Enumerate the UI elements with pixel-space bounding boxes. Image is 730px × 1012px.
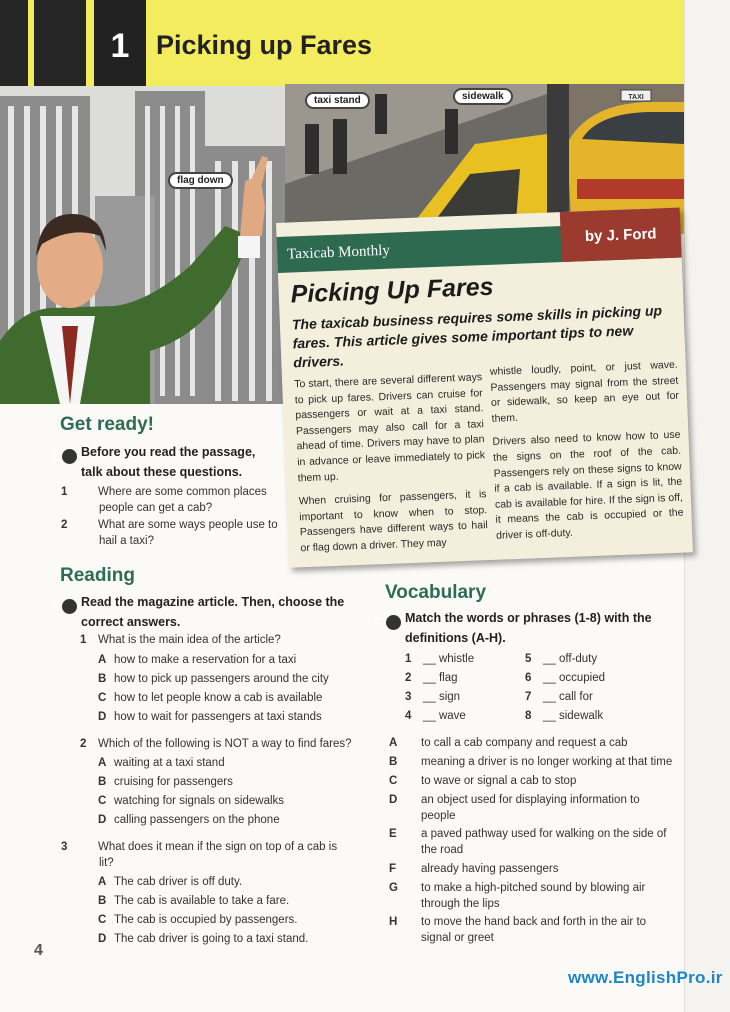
article-column-2 xyxy=(490,358,685,553)
exercise-number: 3 xyxy=(386,615,401,630)
article-paragraph: To start, there are several different ways to pick up fares. Drivers can cruise for passengers or wait at a taxi stand. Passengers may also call for a taxi ahead of time. Drivers may have to plan in advance or leave immediately to pick them up. xyxy=(293,371,486,484)
answer-option[interactable]: D how to wait for passengers at taxi stands xyxy=(98,711,322,723)
answer-option[interactable]: D The cab driver is going to a taxi stand. xyxy=(98,933,309,945)
definition-item: G to make a high-pitched sound by blowing air through the lips xyxy=(389,882,646,910)
definition-item: C to wave or signal a cab to stop xyxy=(389,775,577,787)
answer-option[interactable]: D calling passengers on the phone xyxy=(98,814,280,826)
unit-number: 1 xyxy=(94,0,146,100)
vocab-word[interactable]: 2 __ flag xyxy=(405,672,458,684)
article-subtitle: The taxicab business requires some skills in picking up fares. This article gives some important tips to new drivers. xyxy=(291,302,663,371)
reading-heading: Reading xyxy=(60,565,135,586)
answer-option[interactable]: B The cab is available to take a fare. xyxy=(98,895,290,907)
question-item: 1 Where are some common places people can get a cab? xyxy=(61,486,267,514)
definition-item: F already having passengers xyxy=(389,863,559,875)
answer-option[interactable]: C The cab is occupied by passengers. xyxy=(98,914,298,926)
answer-option[interactable]: A The cab driver is off duty. xyxy=(98,876,243,888)
vocabulary-instruction: 3 Match the words or phrases (1-8) with the definitions (A-H). xyxy=(374,611,652,645)
sidewalk-label: sidewalk xyxy=(453,88,513,105)
magazine-article xyxy=(276,207,693,572)
article-byline: by J. Ford xyxy=(560,207,682,262)
question-item: 2 What are some ways people use to hail a taxi? xyxy=(61,519,278,547)
vocab-word[interactable]: 4 __ wave xyxy=(405,710,466,722)
exercise-number: 2 xyxy=(62,599,77,614)
header-tab xyxy=(34,0,86,100)
answer-option[interactable]: B cruising for passengers xyxy=(98,776,233,788)
article-column-1 xyxy=(294,370,489,565)
question-item: 2 Which of the following is NOT a way to find fares? xyxy=(80,738,352,750)
taxi-stand-label: taxi stand xyxy=(305,92,370,109)
unit-title: Picking up Fares xyxy=(156,30,373,60)
definition-item: A to call a cab company and request a cab xyxy=(389,737,628,749)
vocab-word[interactable]: 1 __ whistle xyxy=(405,653,475,665)
question-item: 1 What is the main idea of the article? xyxy=(80,634,281,646)
answer-option[interactable]: A waiting at a taxi stand xyxy=(98,757,225,769)
get-ready-instruction: 1 Before you read the passage, talk about these questions. xyxy=(50,445,256,479)
header-tab xyxy=(0,0,28,100)
page-number: 4 xyxy=(34,942,43,959)
question-item: 3 What does it mean if the sign on top of a cab is lit? xyxy=(61,841,338,869)
vocab-word[interactable]: 7 __ call for xyxy=(525,691,593,703)
definition-item: B meaning a driver is no longer working at that time xyxy=(389,756,673,768)
vocabulary-heading: Vocabulary xyxy=(385,582,487,603)
site-watermark: www.EnglishPro.ir xyxy=(568,968,723,987)
definition-item: E a paved pathway used for walking on the side of the road xyxy=(389,828,667,856)
article-title: Picking Up Fares xyxy=(290,272,495,309)
definition-item: D an object used for displaying information to people xyxy=(389,794,640,822)
answer-option[interactable]: A how to make a reservation for a taxi xyxy=(98,654,297,666)
article-paragraph: whistle loudly, point, or just wave. Passengers may signal from the street or sidewalk, so keep an eye out for them. xyxy=(489,358,680,425)
street-photo xyxy=(285,84,547,234)
article-paragraph: Drivers also need to know how to use the signs on the roof of the cab. Passengers rely on these signs to know if a cab is available. If a sign is lit, the cab is available for hire. If the sign is off, it means the cab is occupied or the driver is off-duty. xyxy=(492,429,684,542)
exercise-number: 1 xyxy=(62,449,77,464)
vocab-word[interactable]: 3 __ sign xyxy=(405,691,461,703)
get-ready-heading: Get ready! xyxy=(60,414,154,435)
flag-down-label: flag down xyxy=(168,172,233,189)
reading-instruction: 2 Read the magazine article. Then, choose the correct answers. xyxy=(50,595,345,629)
vocab-word[interactable]: 5 __ off-duty xyxy=(525,653,598,665)
businessman-photo xyxy=(0,86,290,404)
definition-item: H to move the hand back and forth in the air to signal or greet xyxy=(389,916,647,944)
article-paragraph: When cruising for passengers, it is important to know when to stop. Passengers have different ways to hail or flag down a driver. They may xyxy=(298,488,488,555)
vocab-word[interactable]: 8 __ sidewalk xyxy=(525,710,604,722)
answer-option[interactable]: B how to pick up passengers around the city xyxy=(98,673,329,685)
answer-option[interactable]: C watching for signals on sidewalks xyxy=(98,795,285,807)
magazine-name: Taxicab Monthly xyxy=(286,242,391,263)
vocab-word[interactable]: 6 __ occupied xyxy=(525,672,606,684)
answer-option[interactable]: C how to let people know a cab is available xyxy=(98,692,323,704)
taxi-roof-sign: TAXI xyxy=(628,94,644,101)
